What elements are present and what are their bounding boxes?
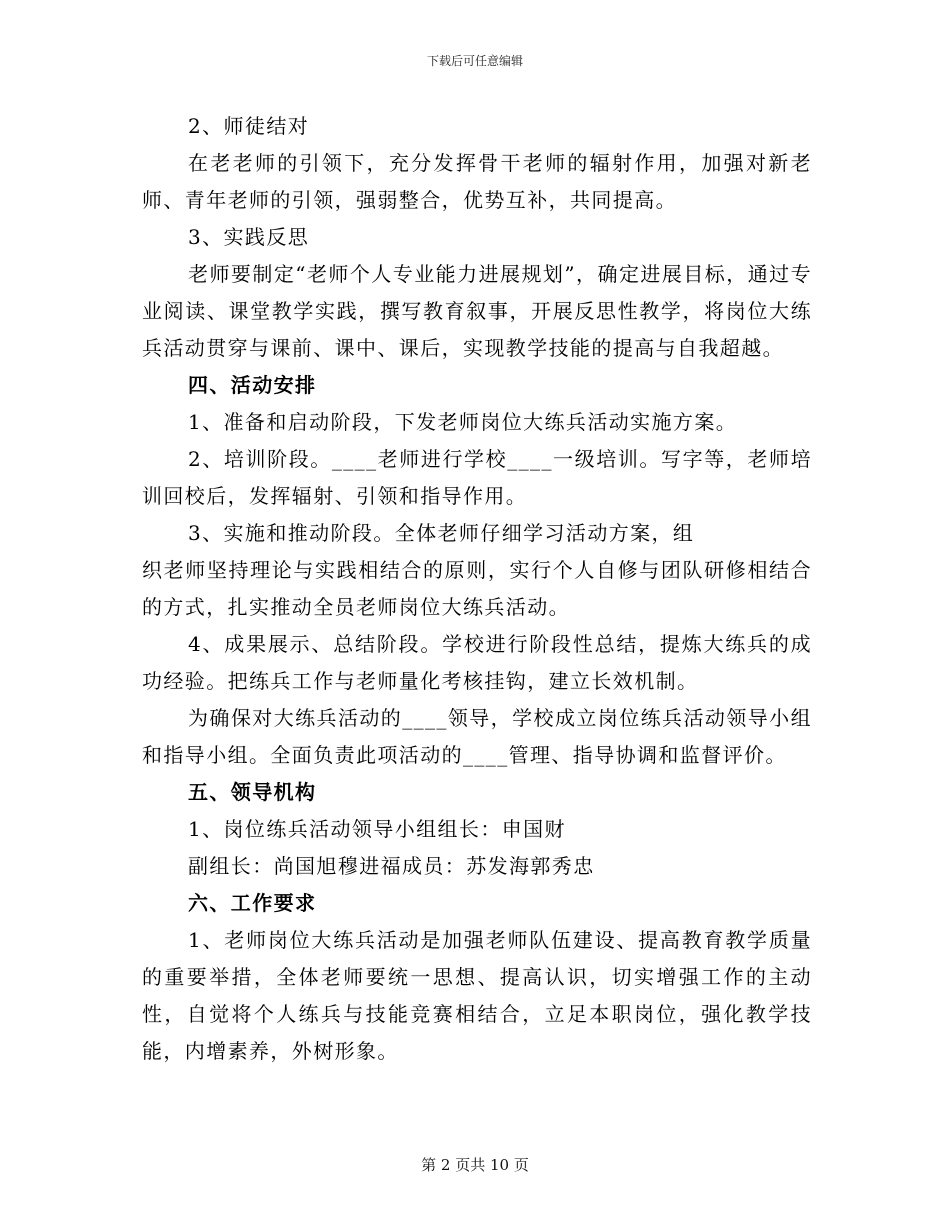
paragraph-deputy-members: 副组长：尚国旭穆进福成员：苏发海郭秀忠	[188, 854, 595, 878]
paragraph-implementation-continued: 织老师坚持理论与实践相结合的原则，实行个人自修与团队研修相结合的方式，扎实推动全员老师岗位大练兵活动。	[142, 558, 812, 619]
paragraph-training-stage: 2、培训阶段。____老师进行学校____一级培训。写字等，老师培训回校后，发挥辐射、引领和指导作用。	[142, 447, 812, 508]
document-body	[142, 108, 812, 1070]
paragraph-practice-reflection: 老师要制定“老师个人专业能力进展规划”，确定进展目标，通过专业阅读、课堂教学实践，撰写教育叙事，开展反思性教学，将岗位大练兵活动贯穿与课前、课中、课后，实现教学技能的提高与自我超越。	[142, 262, 812, 360]
paragraph-requirement-one: 1、老师岗位大练兵活动是加强老师队伍建设、提高教育教学质量的重要举措，全体老师要统一思想、提高认识，切实增强工作的主动性，自觉将个人练兵与技能竞赛相结合，立足本职岗位，强化教学技能，内增素养，外树形象。	[142, 928, 812, 1063]
paragraph-mentor-pairing: 在老老师的引领下，充分发挥骨干老师的辐射作用，加强对新老师、青年老师的引领，强弱整合，优势互补，共同提高。	[142, 151, 812, 212]
page-header: 下载后可任意编辑	[426, 54, 523, 68]
list-item-practice-reflection: 3、实践反思	[188, 225, 310, 249]
section-heading-activity-schedule: 四、活动安排	[188, 373, 317, 397]
paragraph-group-leader: 1、岗位练兵活动领导小组组长：申国财	[188, 817, 566, 841]
section-heading-work-requirements: 六、工作要求	[188, 891, 317, 915]
section-heading-leadership: 五、领导机构	[188, 780, 317, 804]
list-item-mentor-pairing: 2、师徒结对	[188, 114, 310, 138]
page-number: 第 2 页共 10 页	[421, 1156, 529, 1174]
paragraph-implementation-stage: 3、实施和推动阶段。全体老师仔细学习活动方案，组	[188, 521, 695, 545]
paragraph-preparation-stage: 1、准备和启动阶段，下发老师岗位大练兵活动实施方案。	[188, 410, 738, 434]
paragraph-leadership-assurance: 为确保对大练兵活动的____领导，学校成立岗位练兵活动领导小组和指导小组。全面负责此项活动的____管理、指导协调和监督评价。	[142, 706, 812, 767]
paragraph-results-stage: 4、成果展示、总结阶段。学校进行阶段性总结，提炼大练兵的成功经验。把练兵工作与老师量化考核挂钩，建立长效机制。	[142, 632, 812, 693]
